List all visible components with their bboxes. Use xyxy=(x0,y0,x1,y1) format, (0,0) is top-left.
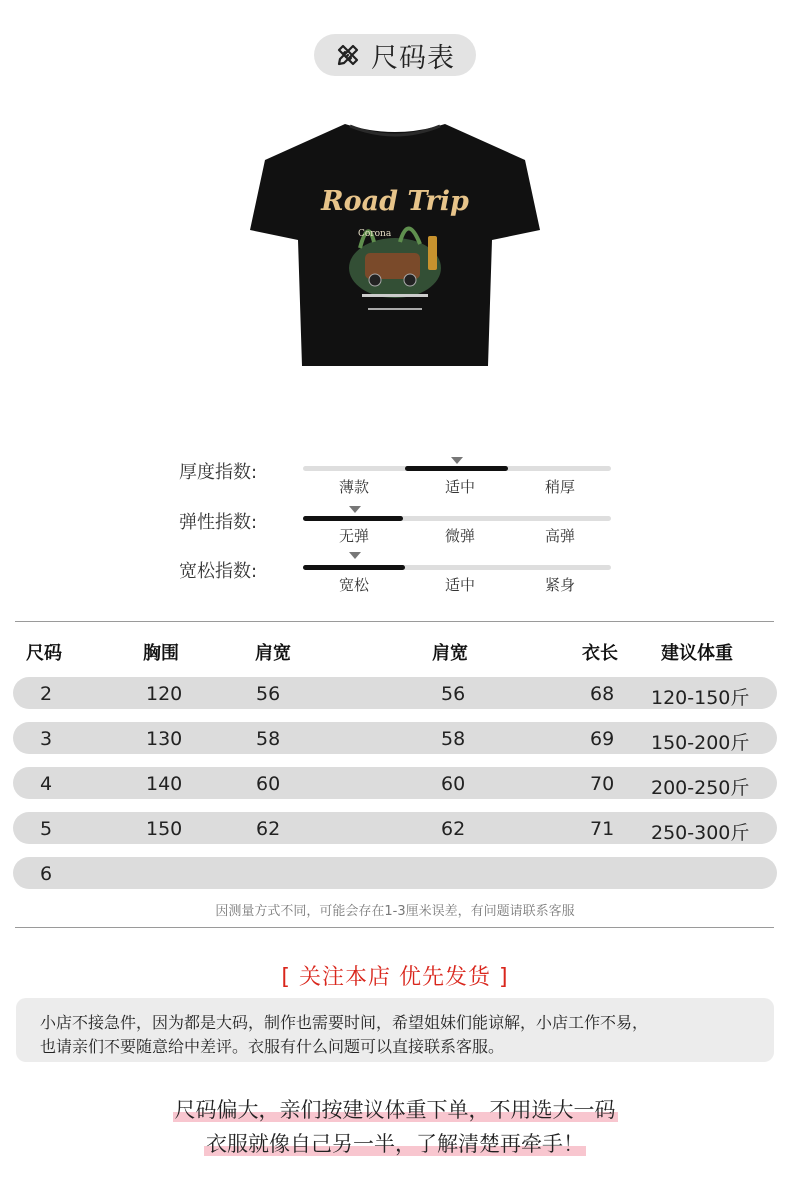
footer-line-2-wrap xyxy=(0,1128,790,1158)
elasticity-option-slight: 微弹 xyxy=(444,527,475,545)
size-chart-title-badge xyxy=(314,34,476,76)
cell-weight: 200-250斤 xyxy=(651,777,750,799)
cell-size: 4 xyxy=(40,773,53,795)
cell-length: 70 xyxy=(590,773,615,795)
cell-shoulder: 58 xyxy=(256,728,281,750)
footer-line-2: 衣服就像自己另一半，了解清楚再牵手！ xyxy=(206,1132,584,1156)
thickness-selected-segment xyxy=(405,466,508,471)
cell-chest: 130 xyxy=(146,728,183,750)
looseness-option-medium: 适中 xyxy=(444,576,475,594)
elasticity-index-track xyxy=(303,516,611,521)
thickness-index-label: 厚度指数: xyxy=(179,462,258,483)
header-weight: 建议体重 xyxy=(661,643,733,664)
looseness-index-track xyxy=(303,565,611,570)
table-row xyxy=(13,857,777,889)
follow-store-banner: [ 关注本店 优先发货 ] xyxy=(281,965,509,990)
cell-chest: 140 xyxy=(146,773,183,795)
header-length: 衣长 xyxy=(582,643,618,664)
header-shoulder: 肩宽 xyxy=(255,643,291,664)
ruler-pencil-icon xyxy=(335,42,361,68)
cell-shoulder: 56 xyxy=(256,683,281,705)
table-bottom-divider xyxy=(15,927,774,928)
elasticity-option-high: 高弹 xyxy=(544,527,575,545)
notice-line-1: 小店不接急件，因为都是大码，制作也需要时间，希望姐妹们能谅解，小店工作不易， xyxy=(40,1013,649,1032)
cell-chest: 150 xyxy=(146,818,183,840)
elasticity-selected-segment xyxy=(303,516,403,521)
cell-shoulder-2: 58 xyxy=(441,728,466,750)
cell-shoulder-2: 56 xyxy=(441,683,466,705)
elasticity-index-label: 弹性指数: xyxy=(179,512,258,533)
header-size: 尺码 xyxy=(26,643,62,664)
table-top-divider xyxy=(15,621,774,622)
cell-weight: 150-200斤 xyxy=(651,732,750,754)
thickness-index-track xyxy=(303,466,611,471)
looseness-option-tight: 紧身 xyxy=(544,576,575,594)
looseness-index-label: 宽松指数: xyxy=(179,561,258,582)
cell-shoulder-2: 60 xyxy=(441,773,466,795)
looseness-selected-segment xyxy=(303,565,405,570)
notice-line-2: 也请亲们不要随意给中差评。衣服有什么问题可以直接联系客服。 xyxy=(40,1037,505,1056)
looseness-marker-icon xyxy=(349,552,361,559)
cell-length: 68 xyxy=(590,683,615,705)
cell-weight: 250-300斤 xyxy=(651,822,750,844)
cell-size: 2 xyxy=(40,683,53,705)
header-shoulder-2: 肩宽 xyxy=(432,643,468,664)
thickness-option-medium: 适中 xyxy=(444,478,475,496)
footer-line-1: 尺码偏大，亲们按建议体重下单，不用选大一码 xyxy=(174,1098,616,1122)
cell-shoulder: 62 xyxy=(256,818,281,840)
elasticity-marker-icon xyxy=(349,506,361,513)
elasticity-option-none: 无弹 xyxy=(338,527,369,545)
cell-size: 3 xyxy=(40,728,53,750)
cell-length: 69 xyxy=(590,728,615,750)
measurement-note: 因测量方式不同，可能会存在1-3厘米误差，有问题请联系客服 xyxy=(215,904,575,919)
print-brand: Corona xyxy=(358,229,392,239)
thickness-marker-icon xyxy=(451,457,463,464)
looseness-option-loose: 宽松 xyxy=(338,576,369,594)
cell-length: 71 xyxy=(590,818,615,840)
page-title: 尺码表 xyxy=(371,42,455,74)
cell-chest: 120 xyxy=(146,683,183,705)
thickness-option-thin: 薄款 xyxy=(338,478,369,496)
footer-line-1-wrap xyxy=(0,1094,790,1124)
cell-weight: 120-150斤 xyxy=(651,687,750,709)
print-title: Road Trip xyxy=(321,186,469,217)
product-image xyxy=(250,118,540,374)
cell-shoulder: 60 xyxy=(256,773,281,795)
cell-shoulder-2: 62 xyxy=(441,818,466,840)
cell-size: 6 xyxy=(40,863,53,885)
thickness-option-thick: 稍厚 xyxy=(544,478,575,496)
header-chest: 胸围 xyxy=(143,643,179,664)
cell-size: 5 xyxy=(40,818,53,840)
